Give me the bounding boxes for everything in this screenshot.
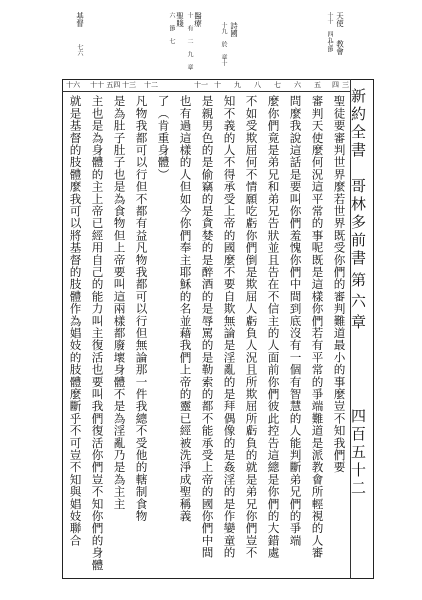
text-column: 聖徒要審判世界麼若世界既受你們的審判難道最小的事麼豈不知我們要 [332, 95, 347, 474]
text-column: 知不義的人不得承受上帝的國麼不要自欺無論是淫亂的是拜偶像的是姦淫的是作孌童的 [222, 95, 237, 559]
verse-number: 十六 [66, 81, 80, 89]
cross-ref [76, 12, 84, 27]
cross-ref-note: 七六 [76, 44, 83, 56]
page-frame [62, 79, 374, 579]
cross-ref [336, 12, 344, 27]
cross-ref-title: 聖賤 [175, 12, 185, 27]
text-column: 麼你們竟是弟兄和弟兄告狀並且告在不信主的人面前你們彼此控告這總是你們的大錯處 [266, 95, 281, 559]
verse-number-rule [62, 91, 350, 92]
verse-number-strip [62, 80, 350, 91]
verse-number: 八 [254, 81, 261, 89]
text-column: 就是基督的肢體麼我可以將基督的肢體作為娼妓的肢體麼斷乎不可豈不知與娼妓聯合 [68, 95, 83, 547]
verse-number: 三 [342, 81, 349, 89]
cross-ref-title: 醫療 [193, 12, 203, 27]
verse-number: 十十 五四 [90, 81, 121, 89]
book-title: 新約全書 哥林多前書 [349, 88, 367, 268]
cross-ref-note: 十十 四九 [326, 12, 333, 43]
page-number: 四百五十二 [349, 408, 367, 498]
text-column: 主也是為身體的主上帝已經用自己的能力叫主復活也要叫我們復活你們豈不知你們的身體 [90, 95, 105, 571]
cross-ref-title: 天使 [335, 12, 345, 27]
verse-number: 十 [214, 81, 221, 89]
text-column: 不如受欺屈何不情願吃虧你們倒是欺屈人虧負人況且所欺屈所虧負的就是弟兄你們豈不 [244, 95, 259, 559]
text-column: 審判天使麼何況這平常的事呢既是這樣你們若有平常的爭端難道是派教會所輕視的人審 [310, 95, 325, 559]
verse-number: 十三 [122, 81, 136, 89]
cross-ref-title: 基督 [75, 12, 85, 27]
text-column: 是親男色的是偷竊的是貪婪的是醉酒的是辱罵的是勒索的都不能承受上帝的國你們中間 [200, 95, 215, 559]
cross-ref [176, 12, 184, 27]
cross-ref-note: 六 節 七 [168, 12, 175, 44]
verse-number: 五 [314, 81, 321, 89]
verse-number: 十一 [194, 81, 208, 89]
text-column: 了（肯重身體） [156, 95, 171, 181]
cross-ref-note: 七節 [326, 40, 333, 52]
verse-number: 十二 [144, 81, 158, 89]
text-column: 凡物我都可以行但不都有益凡物我都可以行但無論那一件我總不受他的轄制食物 [134, 95, 149, 522]
verse-number: 九 [234, 81, 241, 89]
cross-ref-title: 詩國 [229, 22, 239, 37]
text-column: 問麼我說這話是要叫你們羞愧你們中間到底沒有一個有智慧的人能判斷弟兄們的爭端 [288, 95, 303, 547]
text-column: 是為肚子肚子也是為食物但上帝要叫這兩樣都廢壞身體不是為淫亂乃是為主主 [112, 95, 127, 510]
cross-ref [194, 12, 202, 27]
cross-ref [230, 22, 238, 37]
chapter-label: 第六章 [349, 272, 367, 335]
cross-ref-note: 十九 於 章十 [220, 22, 227, 66]
cross-ref [336, 40, 344, 55]
cross-ref-title: 教會 [335, 40, 345, 55]
text-column: 也有過這樣的人但如今你們奉主耶穌的名並藉我們上帝的靈已經被洗淨成聖稱義 [178, 95, 193, 522]
cross-ref-note: 十 有 二 九 章 [186, 12, 193, 70]
verse-number: 六 [294, 81, 301, 89]
verse-number: 七 [274, 81, 281, 89]
verse-number: 四 [332, 81, 339, 89]
